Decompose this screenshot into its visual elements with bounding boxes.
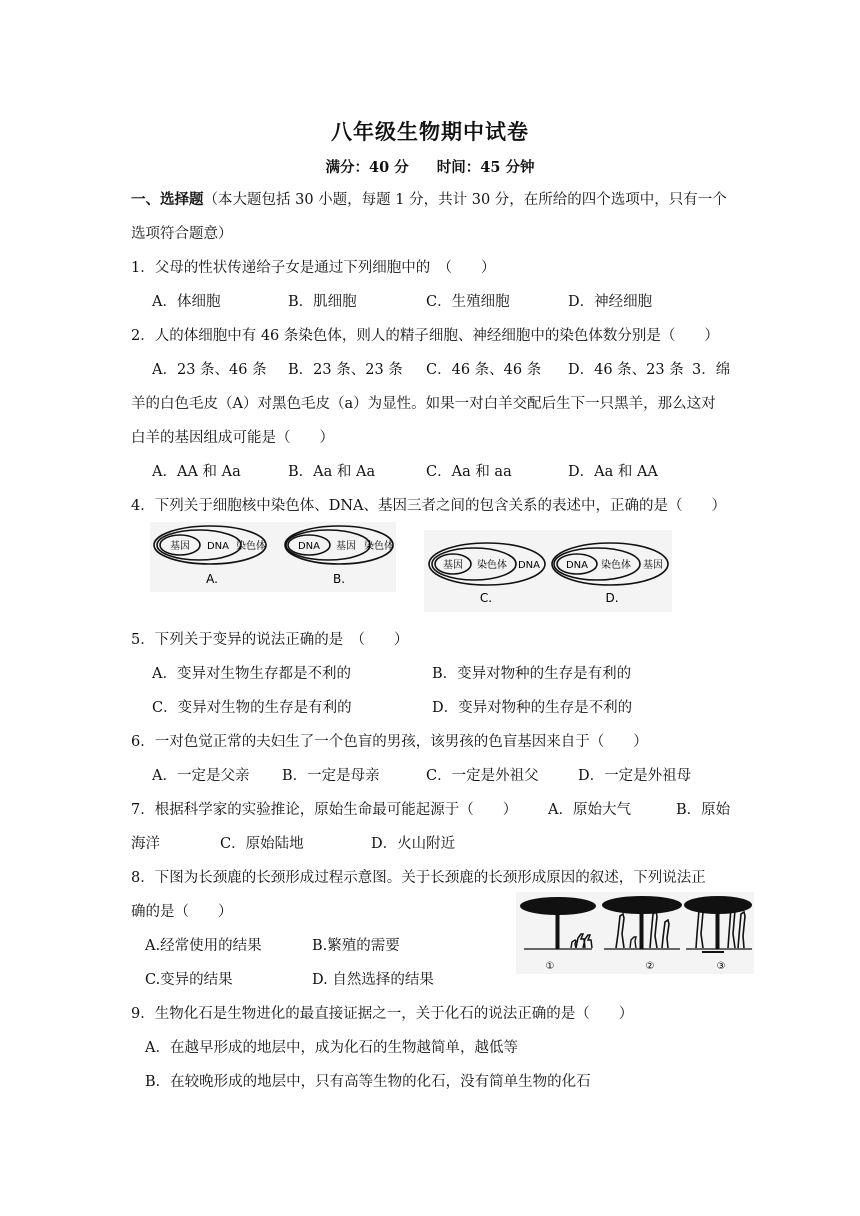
q5-option-d: D．变异对物种的生存是不利的 bbox=[432, 700, 633, 716]
q8-option-a: A.经常使用的结果 bbox=[145, 938, 262, 954]
fig-b-inner: DNA bbox=[297, 541, 321, 552]
fig-c-inner: 基因 bbox=[443, 560, 463, 571]
fig-a-inner: 基因 bbox=[170, 541, 190, 552]
q7-option-d: D．火山附近 bbox=[371, 836, 456, 852]
q2-stem: 2．人的体细胞中有 46 条染色体，则人的精子细胞、神经细胞中的染色体数分别是（ ） bbox=[131, 328, 719, 344]
q9-stem: 9．生物化石是生物进化的最直接证据之一，关于化石的说法正确的是（ ） bbox=[131, 1006, 634, 1022]
q9-option-b: B．在较晚形成的地层中，只有高等生物的化石，没有简单生物的化石 bbox=[145, 1074, 591, 1090]
q7-option-c: C．原始陆地 bbox=[220, 836, 304, 852]
q1-option-d: D．神经细胞 bbox=[568, 294, 653, 310]
q4-figure-cd bbox=[424, 530, 672, 612]
q8-stem: 8．下图为长颈鹿的长颈形成过程示意图。关于长颈鹿的长颈形成原因的叙述，下列说法正 bbox=[131, 870, 706, 886]
q5-option-b: B．变异对物种的生存是有利的 bbox=[432, 666, 632, 682]
fig-d-label: D. bbox=[605, 591, 619, 605]
section-heading bbox=[131, 190, 727, 210]
giraffe-panel-1 bbox=[520, 897, 596, 949]
fig-b-mid: 基因 bbox=[336, 541, 356, 552]
giraffe-figure bbox=[516, 892, 754, 974]
q3-option-c: C．Aa 和 aa bbox=[426, 464, 512, 480]
q3-stem-cont: 白羊的基因组成可能是（ ） bbox=[131, 430, 334, 446]
q1-option-b: B．肌细胞 bbox=[288, 294, 357, 310]
giraffe-label-1: ① bbox=[545, 961, 555, 972]
fig-d-outer: 基因 bbox=[643, 560, 663, 571]
giraffe-label-3: ③ bbox=[716, 961, 726, 972]
q6-option-a: A．一定是父亲 bbox=[152, 768, 250, 784]
q7-option-a: A．原始大气 bbox=[548, 802, 631, 818]
q1-option-c: C．生殖细胞 bbox=[426, 294, 510, 310]
q7-stem: 7．根据科学家的实验推论，原始生命最可能起源于（ ） bbox=[131, 802, 518, 818]
q3-option-a: A．AA 和 Aa bbox=[152, 464, 241, 480]
fig-b-outer: 染色体 bbox=[364, 541, 394, 552]
section-desc: （本大题包括 30 小题，每题 1 分，共计 30 分，在所给的四个选项中，只有一个 bbox=[203, 192, 727, 208]
page-title: 八年级生物期中试卷 bbox=[331, 119, 529, 144]
q3-stem-start: 3．绵 bbox=[692, 362, 731, 378]
q4-figure-ab bbox=[150, 522, 396, 592]
q2-option-d: D．46 条、23 条 bbox=[568, 362, 684, 378]
q6-option-c: C．一定是外祖父 bbox=[426, 768, 539, 784]
q4-stem: 4．下列关于细胞核中染色体、DNA、基因三者之间的包含关系的表述中，正确的是（ ） bbox=[131, 498, 727, 514]
q1-stem: 1．父母的性状传递给子女是通过下列细胞中的 （ ） bbox=[131, 260, 496, 276]
fig-c-label: C. bbox=[479, 591, 493, 605]
q1-option-a: A．体细胞 bbox=[152, 294, 221, 310]
fig-d-mid: 染色体 bbox=[601, 560, 631, 571]
giraffe-panel-3 bbox=[684, 896, 752, 952]
exam-meta bbox=[0, 156, 860, 177]
fig-c-mid: 染色体 bbox=[477, 560, 507, 571]
q3-option-d: D．Aa 和 AA bbox=[568, 464, 658, 480]
q8-option-b: B.繁殖的需要 bbox=[312, 938, 400, 954]
fig-a-label: A. bbox=[206, 572, 218, 586]
q8-option-d: D. 自然选择的结果 bbox=[312, 972, 434, 988]
q3-stem: 羊的白色毛皮（A）对黑色毛皮（a）为显性。如果一对白羊交配后生下一只黑羊，那么这对 bbox=[131, 396, 716, 412]
q2-option-b: B．23 条、23 条 bbox=[288, 362, 403, 378]
q5-option-a: A．变异对生物生存都是不利的 bbox=[152, 666, 351, 682]
q2-option-a: A．23 条、46 条 bbox=[152, 362, 267, 378]
exam-time: 时间：45 分钟 bbox=[436, 159, 535, 176]
fig-a-outer: 染色体 bbox=[236, 541, 266, 552]
section-title: 一、选择题 bbox=[131, 191, 204, 208]
q8-stem-cont: 确的是（ ） bbox=[131, 904, 233, 920]
q7-option-b: B．原始 bbox=[676, 802, 731, 818]
fig-d-inner: DNA bbox=[565, 560, 589, 571]
q5-stem: 5．下列关于变异的说法正确的是 （ ） bbox=[131, 632, 409, 648]
q8-option-c: C.变异的结果 bbox=[145, 972, 233, 988]
q2-option-c: C．46 条、46 条 bbox=[426, 362, 542, 378]
fig-c-outer: DNA bbox=[517, 560, 541, 571]
fig-b-label: B. bbox=[332, 572, 346, 586]
q6-option-d: D．一定是外祖母 bbox=[578, 768, 692, 784]
fig-a-mid: DNA bbox=[206, 541, 230, 552]
section-desc-cont: 选项符合题意） bbox=[131, 226, 233, 242]
q6-stem: 6．一对色觉正常的夫妇生了一个色盲的男孩，该男孩的色盲基因来自于（ ） bbox=[131, 734, 648, 750]
giraffe-panel-2 bbox=[602, 896, 682, 949]
q7-option-b-cont: 海洋 bbox=[131, 836, 160, 852]
giraffe-label-2: ② bbox=[645, 961, 655, 972]
q9-option-a: A．在越早形成的地层中，成为化石的生物越简单，越低等 bbox=[145, 1040, 518, 1056]
full-score: 满分：40 分 bbox=[325, 159, 409, 176]
q6-option-b: B．一定是母亲 bbox=[282, 768, 380, 784]
q5-option-c: C．变异对生物的生存是有利的 bbox=[152, 700, 352, 716]
q3-option-b: B．Aa 和 Aa bbox=[288, 464, 376, 480]
